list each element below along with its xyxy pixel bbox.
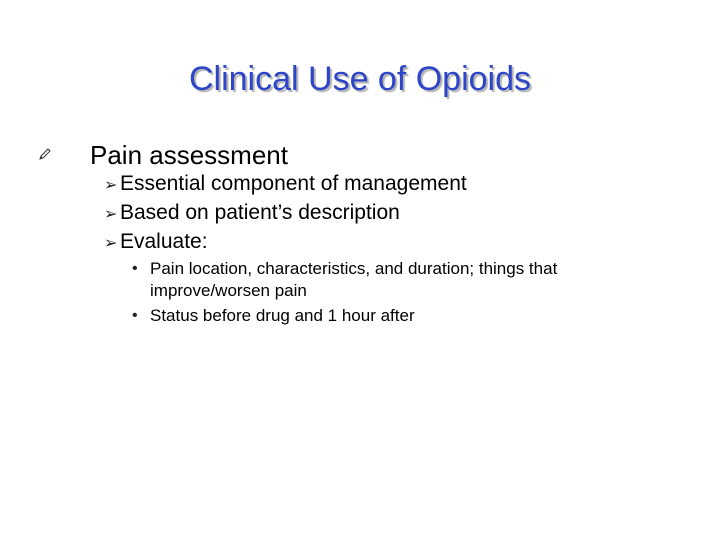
bullet-level1-text: Pain assessment — [90, 140, 288, 170]
arrowhead-icon: ➢ — [104, 203, 118, 223]
bullet-dot: • — [132, 260, 138, 277]
bullet-level2-text: Essential component of management — [120, 172, 467, 195]
bullet-level3-line: Pain location, characteristics, and duration; things that — [150, 259, 558, 278]
arrowhead-icon: ➢ — [104, 232, 118, 252]
bullet-level2-item — [104, 199, 400, 227]
bullet-level2-item — [104, 228, 208, 256]
arrowhead-icon: ➢ — [104, 174, 118, 194]
bullet-level2-text: Based on patient’s description — [120, 201, 400, 224]
bullet-level3-item — [132, 258, 557, 302]
bullet-level3-text — [150, 258, 557, 302]
bullet-level3-text: Status before drug and 1 hour after — [150, 306, 415, 325]
bullet-level3-line: improve/worsen pain — [150, 281, 307, 300]
pen-icon — [38, 147, 90, 164]
slide-title: Clinical Use of Opioids — [188, 60, 532, 98]
bullet-level2-text: Evaluate: — [120, 230, 208, 253]
bullet-level1-item — [38, 138, 288, 172]
bullet-level3-item — [132, 305, 415, 327]
bullet-level2-item — [104, 170, 467, 198]
bullet-dot: • — [132, 307, 138, 324]
